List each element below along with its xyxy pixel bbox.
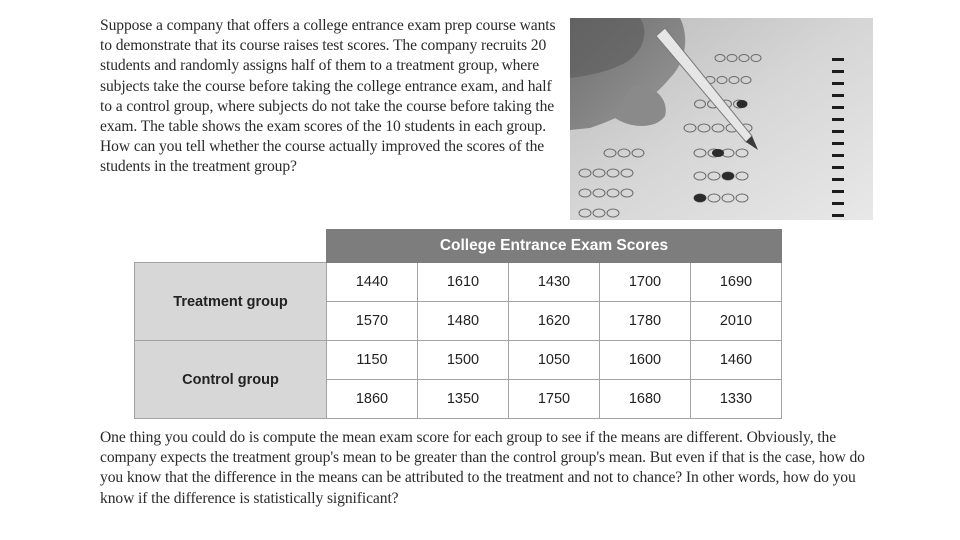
table-cell: 1620: [509, 302, 600, 341]
table-cell: 1350: [418, 380, 509, 419]
table-cell: 1750: [509, 380, 600, 419]
table-cell: 1480: [418, 302, 509, 341]
table-row: [135, 341, 782, 380]
table-title-row: [135, 230, 782, 263]
exam-scores-table: [134, 229, 782, 419]
table-cell: 1570: [327, 302, 418, 341]
table-cell: 1150: [327, 341, 418, 380]
table-title: College Entrance Exam Scores: [327, 230, 782, 263]
table-row: [135, 263, 782, 302]
table-cell: 1600: [600, 341, 691, 380]
table-cell: 1610: [418, 263, 509, 302]
table-cell: 1780: [600, 302, 691, 341]
intro-paragraph: Suppose a company that offers a college entrance exam prep course wants to demonstrate that its course raises test scores. The company recruits 20 students and randomly assigns half of them to a treatment group, where subjects take the course before taking the college entrance exam, and half to a control group, where subjects do not take the course before taking the exam. The table shows the exam scores of the 10 students in each group. How can you tell whether the course actually improved the scores of the students in the treatment group?: [100, 17, 556, 176]
conclusion-paragraph: One thing you could do is compute the mean exam score for each group to see if the means are different. Obviously, the company expects the treatment group's mean to be greater than the control group's mean. But even if that is the case, how do you know that the difference in the means can be attributed to the treatment and not to chance? In other words, how do you know if the difference is statistically significant?: [100, 429, 865, 507]
table-cell: 1500: [418, 341, 509, 380]
table-cell: 1860: [327, 380, 418, 419]
treatment-group-label: Treatment group: [135, 263, 327, 341]
table-cell: 1680: [600, 380, 691, 419]
table-cell: 1430: [509, 263, 600, 302]
table-cell: 1330: [691, 380, 782, 419]
table-cell: 1440: [327, 263, 418, 302]
control-group-label: Control group: [135, 341, 327, 419]
table-cell: 1700: [600, 263, 691, 302]
table-cell: 2010: [691, 302, 782, 341]
exam-answer-sheet-photo: [570, 18, 873, 220]
table-cell: 1050: [509, 341, 600, 380]
table-cell: 1460: [691, 341, 782, 380]
table-cell: 1690: [691, 263, 782, 302]
